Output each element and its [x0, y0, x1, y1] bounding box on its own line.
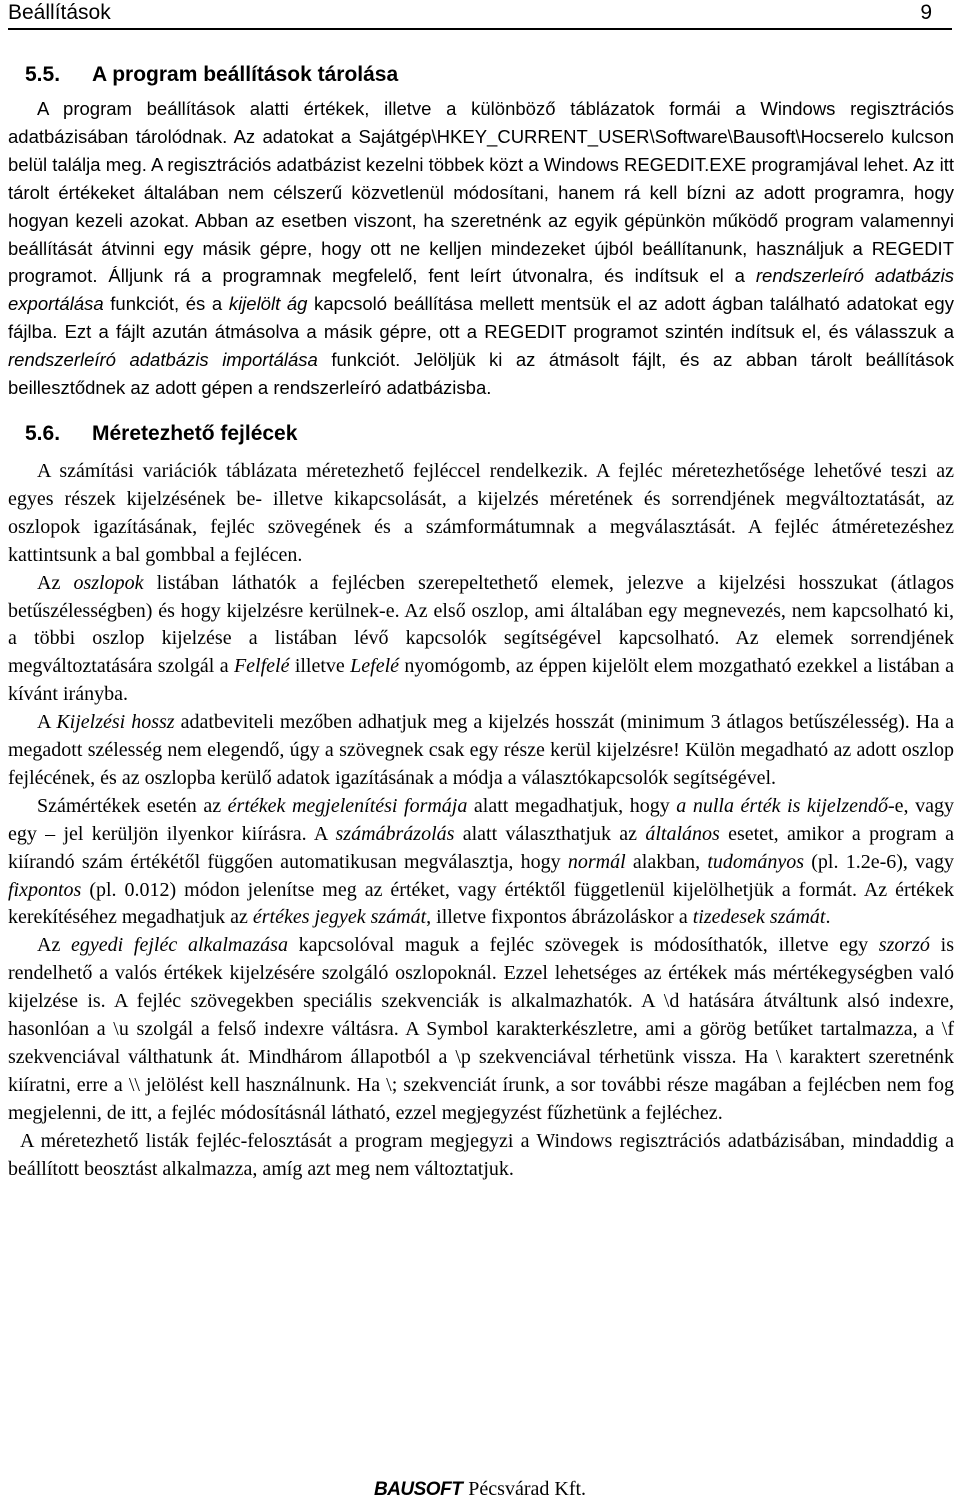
emphasis-text: Felfelé [233, 655, 290, 678]
text-run: -e, vagy egy – jel kerüljön ilyenkor kiírásra. A [8, 794, 954, 845]
paragraph [8, 1128, 954, 1184]
emphasis-text: fixpontos [8, 878, 82, 901]
emphasis-text: értékes jegyek számát [252, 906, 427, 929]
page-number: 9 [920, 1, 932, 24]
text-run: A számítási variációk táblázata méretezhető fejléccel rendelkezik. A fejléc méretezhetősége lehetővé teszi az egyes részek kijelzésének be- illetve kikapcsolását, a kijelzés méretének és sorrendjének megváltoztatását, az oszlopok igazításának, fejléc szövegének és a számformátumnak a megválasztását. A fejléc átméretezéshez kattintsunk a bal gombbal a fejlécen. [8, 459, 954, 566]
footer-company: Pécsvárad Kft. [468, 1478, 587, 1500]
page-footer [0, 1478, 960, 1501]
text-run: kapcsoló beállítása mellett mentsük el az adott ágban található adatokat egy fájlba. Ezt a fájlt azután átmásolva a másik gépre, ott a REGEDIT programot szintén indítsuk el, és válasszuk a [8, 293, 954, 343]
text-run: illetve [289, 655, 351, 678]
text-run: A [37, 711, 57, 734]
paragraph [8, 95, 954, 402]
paragraph [8, 793, 954, 933]
text-run: . [825, 906, 831, 929]
bausoft-logo: BAUSOFT [373, 1479, 463, 1500]
section-heading [8, 419, 954, 449]
emphasis-text: szorzó [878, 934, 930, 957]
emphasis-text: Kijelzési hossz [56, 711, 175, 734]
emphasis-text: tizedesek számát [692, 906, 826, 929]
emphasis-text: rendszerleíró adatbázis exportálása [8, 265, 954, 315]
text-run: A méretezhető listák fejléc-felosztását a program megjegyzi a Windows regisztrációs adatbázisában, mindaddig a beállított beosztást alkalmazza, amíg azt meg nem változtatjuk. [8, 1129, 954, 1180]
text-run: Az [37, 571, 74, 594]
section-paragraphs [8, 458, 954, 1184]
text-run: nyomógomb, az éppen kijelölt elem mozgatható ezekkel a listában a kívánt irányba. [8, 655, 954, 706]
text-run: alatt választhatjuk az [454, 822, 646, 845]
emphasis-text: kijelölt ág [228, 293, 308, 315]
text-run: Számértékek esetén az [37, 794, 228, 817]
text-run: (pl. 1.2e-6), vagy [804, 850, 954, 873]
emphasis-text: normál [567, 850, 626, 873]
emphasis-text: számábrázolás [335, 822, 455, 845]
paragraph [8, 709, 954, 793]
text-run: Az [37, 934, 72, 957]
emphasis-text: Lefelé [350, 655, 400, 678]
text-run: alakban, [625, 850, 708, 873]
text-run: A program beállítások alatti értékek, illetve a különböző táblázatok formái a Windows regisztrációs adatbázisában tárolódnak. Az adatokat a Sajátgép\HKEY_CURRENT_USER\Software\Bausoft\Hocserelo kulcson belül találja meg. A regisztrációs adatbázist kezelni többek közt a Windows REGEDIT.EXE programjával lehet. Az itt tárolt értékeket általában nem célszerű közvetlenül módosítani, hanem rá kell bízni az adott programra, hogy hogyan kezeli azokat. Abban az esetben viszont, ha szeretnénk az egyik gépünkön működő program valamennyi beállítását átvinni egy másik gépre, hogy ott ne kelljen mindezeket újból beállítanunk, használjuk a REGEDIT programot. Álljunk rá a programnak megfelelő, fent leírt útvonalra, és indítsuk el a [8, 98, 955, 287]
paragraph [8, 458, 954, 570]
emphasis-text: általános [645, 822, 720, 845]
emphasis-text: tudományos [707, 850, 805, 873]
section-heading [8, 60, 954, 90]
section-5-5 [8, 60, 954, 402]
paragraph [8, 932, 954, 1127]
section-5-6 [8, 419, 954, 1184]
text-run: is rendelhető a valós értékek kijelzésére szolgáló oszlopoknál. Ezzel lehetséges az értékek más mértékegységben való kijelzése is. A fejléc szövegekben speciális szekvenciák is alkalmazhatók. A \d hatására átváltunk alsó indexre, hasonlóan a \u szolgál a felső indexre váltásra. A Symbol karakterkészletre, ami a görög betűket tartalmazza, a \f szekvenciával válthatunk át. Mindhárom állapotból a \p szekvenciával térhetünk vissza. Ha \ karaktert szeretnénk kiíratni, erre a \\ jelölést kell használnunk. Ha \; szekvenciát írunk, a sor további része magában a fejlécben nem fog megjelenni, de itt, a fejléc módosításnál látható, ezzel megjegyzést fűzhetünk a fejléchez. [8, 934, 954, 1124]
document-body [8, 60, 954, 1184]
emphasis-text: rendszerleíró adatbázis importálása [8, 349, 318, 371]
emphasis-text: a nulla érték is kijelzendő [676, 794, 889, 817]
emphasis-text: értékek megjelenítési formája [227, 794, 468, 817]
section-number: 5.6. [25, 421, 61, 445]
section-title: A program beállítások tárolása [92, 63, 399, 86]
text-run: funkciót, és a [103, 293, 229, 315]
text-run: , illetve fixpontos ábrázoláskor a [426, 906, 693, 929]
page-header [8, 0, 952, 30]
text-run: funkciót. Jelöljük ki az átmásolt fájlt, és az abban tárolt beállítások beillesztődnek az adott gépen a rendszerleíró adatbázisba. [8, 349, 954, 399]
text-run: kapcsolóval maguk a fejléc szövegek is módosíthatók, illetve egy [287, 934, 879, 957]
text-run: adatbeviteli mezőben adhatjuk meg a kijelzés hosszát (minimum 3 átlagos betűszélesség). Ha a megadott szélesség nem elegendő, úgy a szövegnek csak egy része kerül kijelzésre! Külön megadható az adott oszlop fejlécének, és az oszlopba kerülő adatok igazításának a módja a választókapcsolók segítségével. [8, 711, 954, 789]
text-run: (pl. 0.012) módon jelenítse meg az értéket, vagy értéktől függetlenül kijelölhetjük a formát. Az értékek kerekítéséhez megadhatjuk az [8, 878, 954, 929]
text-run: listában láthatók a fejlécben szerepeltethető elemek, jelezve a kijelzési hosszukat (átlagos betűszélességben) és hogy kijelzésre kerülnek-e. Az első oszlop, ami általában egy megnevezés, nem kapcsolható ki, a többi oszlop kijelzése a listában lévő kapcsolók segítségével kapcsolható. Az elemek sorrendjének megváltoztatására szolgál a [8, 571, 954, 678]
section-number: 5.5. [25, 63, 61, 86]
emphasis-text: egyedi fejléc alkalmazása [71, 934, 288, 957]
header-title: Beállítások [8, 1, 111, 24]
emphasis-text: oszlopok [73, 571, 144, 594]
text-run: alatt megadhatjuk, hogy [467, 794, 677, 817]
section-title: Méretezhető fejlécek [92, 421, 298, 445]
text-run: esetet, amikor a program a kiírandó szám értékétől függően automatikusan megválasztja, hogy [8, 822, 955, 873]
paragraph [8, 570, 954, 710]
